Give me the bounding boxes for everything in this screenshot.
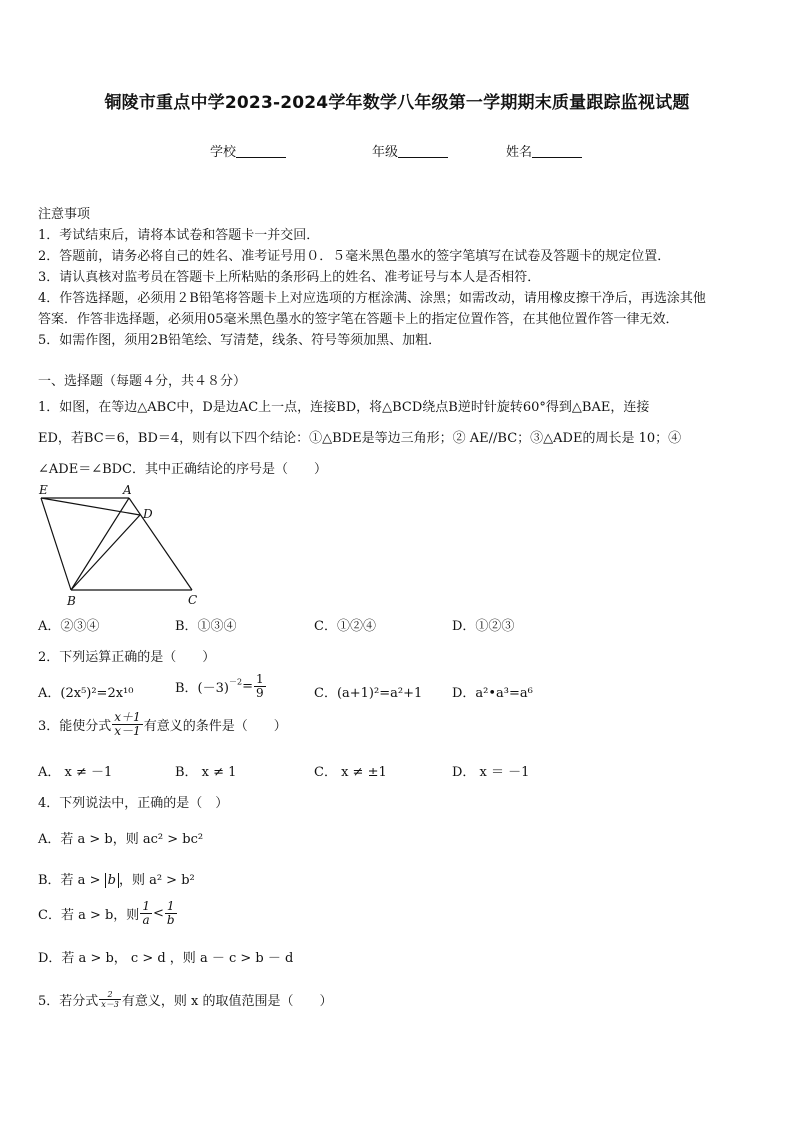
name-blank	[532, 144, 582, 158]
grade-field	[372, 141, 448, 160]
q4-option-b-absolute: b	[105, 873, 119, 888]
q4-option-c-prefix: C．若 a > b，则	[38, 908, 140, 923]
q3-option-a[interactable]: A． x ≠ －1	[38, 765, 113, 780]
q4-option-c[interactable]	[38, 900, 178, 927]
q1-stem-line3: ∠ADE＝∠BDC．其中正确结论的序号是（ ）	[38, 462, 328, 477]
q2-option-a[interactable]: A．(2x⁵)²=2x¹⁰	[38, 686, 134, 701]
page-title: 铜陵市重点中学2023-2024学年数学八年级第一学期期末质量跟踪监视试题	[104, 93, 690, 113]
q2-option-c[interactable]: C．(a+1)²=a²+1	[314, 686, 423, 701]
q2-option-b-fraction	[254, 673, 266, 700]
q4-option-b[interactable]	[38, 869, 195, 888]
fraction-denominator: 9	[255, 686, 264, 700]
fraction-numerator: 2	[99, 990, 121, 1000]
q3-stem-suffix: 有意义的条件是（ ）	[143, 719, 287, 734]
notice-heading: 注意事项	[38, 207, 91, 222]
q2-stem: 2．下列运算正确的是（ ）	[38, 650, 216, 665]
name-label: 姓名	[506, 145, 533, 160]
q3-stem-prefix: 3．能使分式	[38, 719, 112, 734]
q3-option-c[interactable]: C． x ≠ ±1	[314, 765, 387, 780]
q4-option-c-less-than: <	[152, 906, 164, 921]
school-field	[210, 141, 286, 160]
q2-option-b-base: B．(－3)	[175, 681, 229, 696]
point-label-E: E	[39, 483, 48, 497]
q2-option-b[interactable]	[175, 673, 267, 700]
q2-option-d[interactable]: D．a²•a³=a⁶	[452, 686, 533, 701]
q4-option-c-fraction-1	[140, 900, 152, 927]
fraction-numerator: x＋1	[114, 710, 141, 724]
q1-option-b[interactable]: B．①③④	[175, 619, 237, 634]
section-heading: 一、选择题（每题４分，共４８分）	[38, 374, 247, 389]
segment-ED	[41, 498, 140, 515]
q2-option-b-equals: =	[242, 679, 253, 694]
q4-option-b-suffix: ，则 a² > b²	[118, 873, 195, 888]
q1-stem-line2: ED，若BC＝6，BD＝4，则有以下四个结论：①△BDE是等边三角形；② AE//BC；③△ADE的周长是 10；④	[38, 431, 682, 446]
notice-item: 3．请认真核对监考员在答题卡上所粘贴的条形码上的姓名、准考证号与本人是否相符．	[38, 270, 541, 285]
point-label-A: A	[123, 483, 132, 497]
q4-option-a[interactable]: A．若 a > b，则 ac² > bc²	[38, 832, 204, 847]
q2-option-b-exponent: －2	[228, 677, 243, 687]
q5-stem-suffix: 有意义，则 x 的取值范围是（ ）	[121, 994, 333, 1009]
q5-fraction	[99, 990, 121, 1009]
q4-option-d[interactable]: D．若 a > b， c > d ，则 a － c > b － d	[38, 951, 294, 966]
fraction-denominator: x－3	[101, 1000, 119, 1009]
q1-option-c[interactable]: C．①②④	[314, 619, 376, 634]
q4-option-b-prefix: B．若 a >	[38, 873, 101, 888]
notice-item: 2．答题前，请务必将自己的姓名、准考证号用０．５毫米黑色墨水的签字笔填写在试卷及答题卡的规定位置．	[38, 249, 671, 264]
grade-blank	[398, 144, 448, 158]
notice-item: 5．如需作图，须用2B铅笔绘、写清楚，线条、符号等须加黑、加粗．	[38, 333, 442, 348]
school-blank	[236, 144, 286, 158]
q5-stem	[38, 990, 333, 1009]
q3-option-b[interactable]: B． x ≠ 1	[175, 765, 237, 780]
point-label-C: C	[188, 593, 198, 607]
q1-geometry-figure	[30, 480, 210, 610]
notice-item: 1．考试结束后，请将本试卷和答题卡一并交回．	[38, 228, 320, 243]
segment-AB	[71, 498, 129, 590]
fraction-denominator: x－1	[114, 724, 141, 738]
fraction-numerator: 1	[255, 672, 264, 686]
q4-option-c-fraction-2	[165, 900, 177, 927]
segment-BD	[71, 515, 140, 590]
q4-stem: 4．下列说法中，正确的是（ ）	[38, 796, 229, 811]
student-info-row	[0, 141, 794, 161]
q1-option-d[interactable]: D．①②③	[452, 619, 515, 634]
point-label-B: B	[67, 594, 76, 608]
grade-label: 年级	[372, 145, 399, 160]
fraction-numerator: 1	[142, 899, 150, 913]
name-field	[506, 141, 582, 160]
segment-AC	[129, 498, 192, 590]
q1-option-a[interactable]: A．②③④	[38, 619, 100, 634]
q3-stem	[38, 711, 287, 738]
q3-fraction	[112, 711, 142, 738]
notice-item: 4．作答选择题，必须用２B铅笔将答题卡上对应选项的方框涂满、涂黑；如需改动，请用橡皮擦干净后，再选涂其他	[38, 291, 706, 306]
fraction-numerator: 1	[165, 900, 177, 914]
segment-EB	[41, 498, 71, 590]
fraction-denominator: b	[166, 913, 175, 927]
q3-option-d[interactable]: D． x ＝ －1	[452, 765, 530, 780]
q5-stem-prefix: 5．若分式	[38, 994, 99, 1009]
notice-item: 答案．作答非选择题，必须用05毫米黑色墨水的签字笔在答题卡上的指定位置作答，在其他位置作答一律无效．	[38, 312, 679, 327]
school-label: 学校	[210, 145, 237, 160]
fraction-denominator: a	[142, 913, 150, 927]
q1-stem-line1: 1．如图，在等边△ABC中，D是边AC上一点，连接BD，将△BCD绕点B逆时针旋转60°得到△BAE，连接	[38, 400, 650, 415]
point-label-D: D	[143, 507, 153, 521]
